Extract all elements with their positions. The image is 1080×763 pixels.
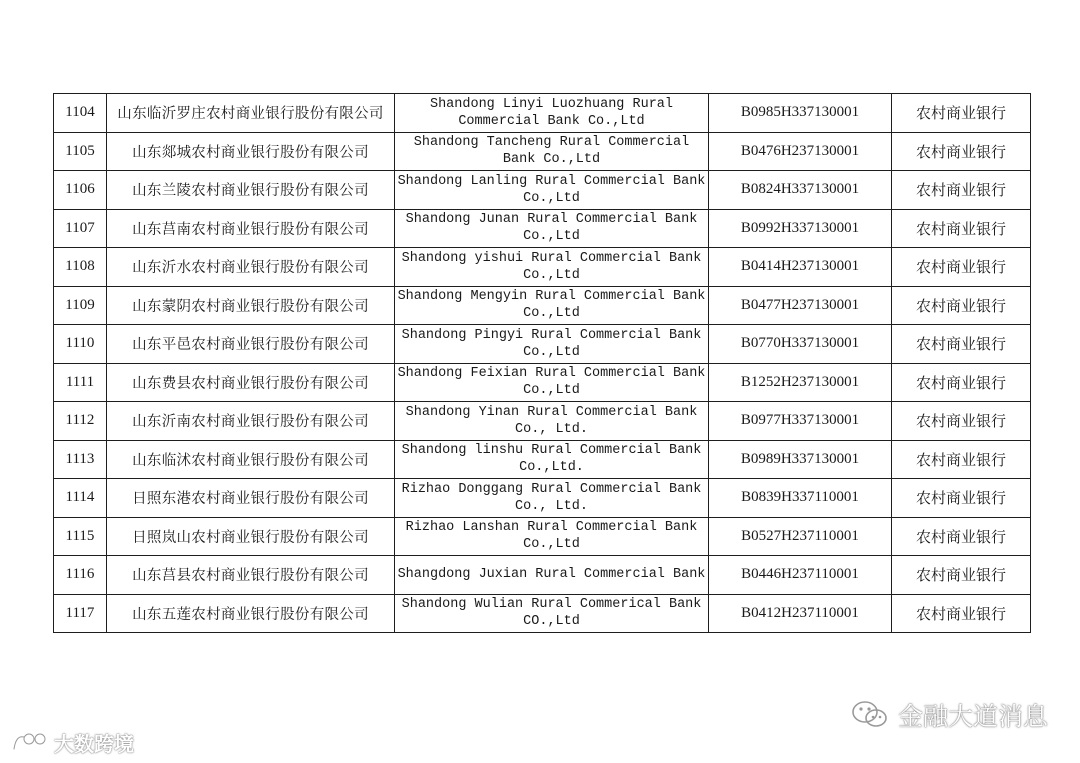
english-name-cell: Shandong Mengyin Rural Commercial Bank Co.,Ltd — [395, 286, 709, 325]
row-number-cell: 1111 — [54, 363, 107, 402]
table-row — [54, 594, 1031, 633]
institution-type-cell: 农村商业银行 — [892, 556, 1031, 595]
chinese-name-cell: 山东沂水农村商业银行股份有限公司 — [107, 248, 395, 287]
chinese-name-cell: 山东五莲农村商业银行股份有限公司 — [107, 594, 395, 633]
row-number-cell: 1113 — [54, 440, 107, 479]
english-name-cell: Shandong Feixian Rural Commercial Bank Co.,Ltd — [395, 363, 709, 402]
english-name-cell: Shangdong Juxian Rural Commercial Bank — [395, 556, 709, 595]
chinese-name-cell: 山东莒南农村商业银行股份有限公司 — [107, 209, 395, 248]
chinese-name-cell: 日照岚山农村商业银行股份有限公司 — [107, 517, 395, 556]
chinese-name-cell: 山东临沂罗庄农村商业银行股份有限公司 — [107, 94, 395, 133]
institution-code-cell: B1252H237130001 — [709, 363, 892, 402]
english-name-cell: Shandong Pingyi Rural Commercial Bank Co.,Ltd — [395, 325, 709, 364]
row-number-cell: 1108 — [54, 248, 107, 287]
chinese-name-cell: 山东莒县农村商业银行股份有限公司 — [107, 556, 395, 595]
english-name-cell: Shandong Linyi Luozhuang Rural Commercial Bank Co.,Ltd — [395, 94, 709, 133]
row-number-cell: 1109 — [54, 286, 107, 325]
watermark-left — [10, 727, 134, 757]
institution-code-cell: B0477H237130001 — [709, 286, 892, 325]
row-number-cell: 1104 — [54, 94, 107, 133]
row-number-cell: 1114 — [54, 479, 107, 518]
table-row — [54, 402, 1031, 441]
institution-code-cell: B0412H237110001 — [709, 594, 892, 633]
chinese-name-cell: 山东平邑农村商业银行股份有限公司 — [107, 325, 395, 364]
english-name-cell: Shandong Junan Rural Commercial Bank Co.,Ltd — [395, 209, 709, 248]
row-number-cell: 1115 — [54, 517, 107, 556]
table-row — [54, 363, 1031, 402]
institution-code-cell: B0414H237130001 — [709, 248, 892, 287]
institution-type-cell: 农村商业银行 — [892, 171, 1031, 210]
table-row — [54, 171, 1031, 210]
table-body — [54, 94, 1031, 633]
row-number-cell: 1105 — [54, 132, 107, 171]
table-row — [54, 440, 1031, 479]
row-number-cell: 1117 — [54, 594, 107, 633]
english-name-cell: Shandong Tancheng Rural Commercial Bank Co.,Ltd — [395, 132, 709, 171]
institution-code-cell: B0989H337130001 — [709, 440, 892, 479]
row-number-cell: 1106 — [54, 171, 107, 210]
row-number-cell: 1110 — [54, 325, 107, 364]
institution-type-cell: 农村商业银行 — [892, 248, 1031, 287]
institution-code-cell: B0824H337130001 — [709, 171, 892, 210]
institution-type-cell: 农村商业银行 — [892, 94, 1031, 133]
bank-list-table — [53, 93, 1031, 633]
table-row — [54, 517, 1031, 556]
table-row — [54, 132, 1031, 171]
english-name-cell: Shandong linshu Rural Commercial Bank Co.,Ltd. — [395, 440, 709, 479]
institution-type-cell: 农村商业银行 — [892, 286, 1031, 325]
chinese-name-cell: 山东蒙阴农村商业银行股份有限公司 — [107, 286, 395, 325]
watermark-right-text: 金融大道消息 — [897, 702, 1048, 731]
institution-code-cell: B0446H237110001 — [709, 556, 892, 595]
institution-type-cell: 农村商业银行 — [892, 209, 1031, 248]
institution-type-cell: 农村商业银行 — [892, 132, 1031, 171]
table-row — [54, 209, 1031, 248]
institution-code-cell: B0977H337130001 — [709, 402, 892, 441]
english-name-cell: Shandong Wulian Rural Commerical Bank CO.,Ltd — [395, 594, 709, 633]
watermark-left-text: 大数跨境 — [54, 731, 134, 756]
institution-code-cell: B0992H337130001 — [709, 209, 892, 248]
row-number-cell: 1116 — [54, 556, 107, 595]
institution-type-cell: 农村商业银行 — [892, 325, 1031, 364]
chinese-name-cell: 山东沂南农村商业银行股份有限公司 — [107, 402, 395, 441]
table-row — [54, 479, 1031, 518]
english-name-cell: Shandong yishui Rural Commercial Bank Co.,Ltd — [395, 248, 709, 287]
wechat-icon — [850, 699, 890, 731]
table-row — [54, 286, 1031, 325]
institution-type-cell: 农村商业银行 — [892, 363, 1031, 402]
table-row — [54, 556, 1031, 595]
institution-code-cell: B0476H237130001 — [709, 132, 892, 171]
institution-type-cell: 农村商业银行 — [892, 517, 1031, 556]
institution-type-cell: 农村商业银行 — [892, 479, 1031, 518]
brand-logo-icon — [10, 729, 48, 755]
table-row — [54, 248, 1031, 287]
row-number-cell: 1112 — [54, 402, 107, 441]
chinese-name-cell: 日照东港农村商业银行股份有限公司 — [107, 479, 395, 518]
row-number-cell: 1107 — [54, 209, 107, 248]
english-name-cell: Shandong Lanling Rural Commercial Bank Co.,Ltd — [395, 171, 709, 210]
institution-code-cell: B0839H337110001 — [709, 479, 892, 518]
institution-type-cell: 农村商业银行 — [892, 402, 1031, 441]
table-row — [54, 325, 1031, 364]
table-row — [54, 94, 1031, 133]
english-name-cell: Rizhao Lanshan Rural Commercial Bank Co.,Ltd — [395, 517, 709, 556]
chinese-name-cell: 山东兰陵农村商业银行股份有限公司 — [107, 171, 395, 210]
english-name-cell: Shandong Yinan Rural Commercial Bank Co., Ltd. — [395, 402, 709, 441]
english-name-cell: Rizhao Donggang Rural Commercial Bank Co., Ltd. — [395, 479, 709, 518]
chinese-name-cell: 山东郯城农村商业银行股份有限公司 — [107, 132, 395, 171]
institution-type-cell: 农村商业银行 — [892, 594, 1031, 633]
watermark-right — [850, 697, 1048, 733]
institution-type-cell: 农村商业银行 — [892, 440, 1031, 479]
institution-code-cell: B0770H337130001 — [709, 325, 892, 364]
chinese-name-cell: 山东费县农村商业银行股份有限公司 — [107, 363, 395, 402]
chinese-name-cell: 山东临沭农村商业银行股份有限公司 — [107, 440, 395, 479]
institution-code-cell: B0527H237110001 — [709, 517, 892, 556]
institution-code-cell: B0985H337130001 — [709, 94, 892, 133]
